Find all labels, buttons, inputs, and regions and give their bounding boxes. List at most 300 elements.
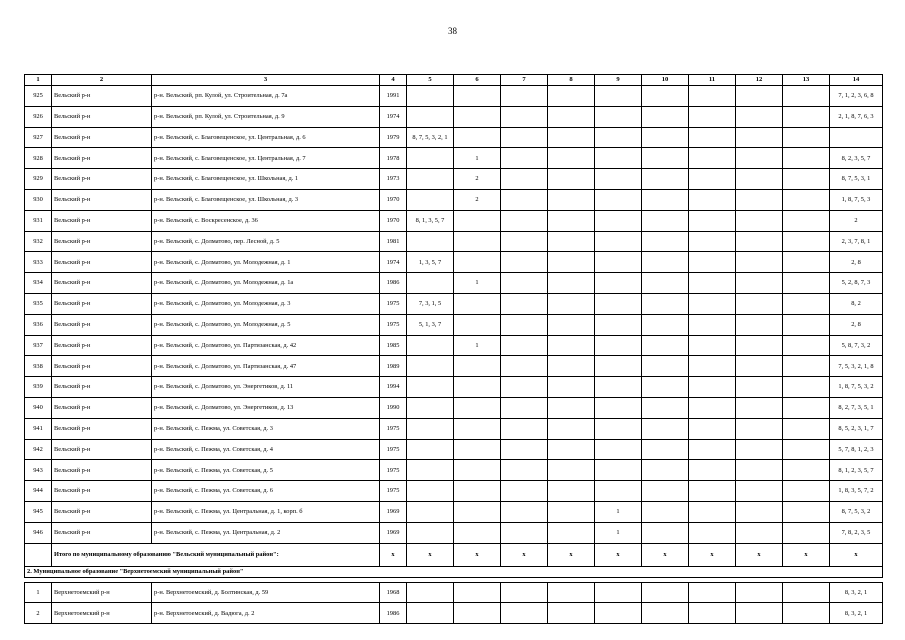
col9-cell [595,582,642,603]
district-cell: Вельский р-н [52,522,152,543]
col8-cell [548,356,595,377]
year-cell: 1990 [380,397,407,418]
col7-cell [501,314,548,335]
col9-cell [595,252,642,273]
total-value: x [595,543,642,566]
district-cell: Вельский р-н [52,169,152,190]
address-cell: р-н. Вельский, с. Воскресенское, д. 36 [152,210,380,231]
total-value: x [407,543,454,566]
col9-cell [595,273,642,294]
col13-cell [783,127,830,148]
col6-cell [454,481,501,502]
year-cell: 1975 [380,460,407,481]
col12-cell [736,603,783,624]
col14-cell: 2, 1, 8, 7, 6, 3 [830,106,883,127]
col5-cell [407,481,454,502]
col11-cell [689,460,736,481]
col5-cell [407,522,454,543]
col14-cell: 8, 5, 2, 3, 1, 7 [830,418,883,439]
row-number: 926 [25,106,52,127]
col10-cell [642,397,689,418]
col10-cell [642,273,689,294]
district-cell: Вельский р-н [52,439,152,460]
col13-cell [783,481,830,502]
col10-cell [642,169,689,190]
col7-cell [501,397,548,418]
address-cell: р-н. Вельский, с. Долматово, ул. Молодежная, д. 1 [152,252,380,273]
col7-cell [501,231,548,252]
col13-cell [783,169,830,190]
address-cell: р-н. Вельский, с. Пежма, ул. Советская, д. 3 [152,418,380,439]
col10-cell [642,377,689,398]
col11-cell [689,273,736,294]
header-cell: 13 [783,75,830,86]
row-number: 946 [25,522,52,543]
col7-cell [501,86,548,107]
col10-cell [642,127,689,148]
address-cell: р-н. Вельский, с. Пежма, ул. Центральная, д. 1, корп. б [152,501,380,522]
year-cell: 1975 [380,418,407,439]
address-cell: р-н. Вельский, с. Долматово, ул. Энергетиков, д. 13 [152,397,380,418]
address-cell: р-н. Вельский, с. Благовещенское, ул. Центральная, д. 6 [152,127,380,148]
col12-cell [736,189,783,210]
address-cell: р-н. Вельский, с. Долматово, пер. Лесной, д. 5 [152,231,380,252]
table-row [25,127,883,148]
row-number: 930 [25,189,52,210]
col14-cell: 8, 2, 7, 3, 5, 1 [830,397,883,418]
col5-cell [407,603,454,624]
col13-cell [783,377,830,398]
district-cell: Вельский р-н [52,418,152,439]
col6-cell: 1 [454,273,501,294]
col14-cell: 7, 5, 3, 2, 1, 8 [830,356,883,377]
col9-cell: 1 [595,501,642,522]
row-number: 931 [25,210,52,231]
col13-cell [783,314,830,335]
col13-cell [783,582,830,603]
table-row [25,148,883,169]
header-cell: 9 [595,75,642,86]
total-value: x [830,543,883,566]
col14-cell: 5, 7, 8, 1, 2, 3 [830,439,883,460]
col8-cell [548,460,595,481]
row-number: 934 [25,273,52,294]
col12-cell [736,439,783,460]
col9-cell [595,189,642,210]
col7-cell [501,169,548,190]
table-row [25,106,883,127]
col8-cell [548,252,595,273]
col12-cell [736,377,783,398]
col5-cell [407,189,454,210]
col6-cell [454,377,501,398]
year-cell: 1986 [380,273,407,294]
col9-cell: 1 [595,522,642,543]
header-cell: 8 [548,75,595,86]
col13-cell [783,252,830,273]
col10-cell [642,582,689,603]
col12-cell [736,501,783,522]
col14-cell: 1, 8, 7, 5, 3, 2 [830,377,883,398]
row-number: 937 [25,335,52,356]
col7-cell [501,293,548,314]
col8-cell [548,481,595,502]
col6-cell [454,460,501,481]
col14-cell: 8, 2 [830,293,883,314]
header-cell: 6 [454,75,501,86]
col11-cell [689,210,736,231]
district-cell: Вельский р-н [52,356,152,377]
col14-cell: 1, 8, 7, 5, 3 [830,189,883,210]
district-cell: Вельский р-н [52,335,152,356]
district-cell: Вельский р-н [52,273,152,294]
row-number: 936 [25,314,52,335]
year-cell: 1969 [380,501,407,522]
table-row [25,439,883,460]
header-cell: 14 [830,75,883,86]
col13-cell [783,86,830,107]
col11-cell [689,169,736,190]
col8-cell [548,418,595,439]
col14-cell: 2, 8 [830,252,883,273]
total-value: x [501,543,548,566]
total-value: x [689,543,736,566]
address-cell: р-н. Верхнетоемский, д. Болтинская, д. 59 [152,582,380,603]
col10-cell [642,252,689,273]
table-row [25,273,883,294]
col11-cell [689,603,736,624]
col13-cell [783,189,830,210]
total-label: Итого по муниципальному образованию "Вельский муниципальный район": [52,543,380,566]
header-cell: 5 [407,75,454,86]
row-number: 927 [25,127,52,148]
col11-cell [689,86,736,107]
col13-cell [783,501,830,522]
year-cell: 1975 [380,481,407,502]
district-cell: Вельский р-н [52,397,152,418]
col11-cell [689,397,736,418]
table-row [25,314,883,335]
col6-cell [454,127,501,148]
district-cell: Вельский р-н [52,252,152,273]
col13-cell [783,335,830,356]
col12-cell [736,106,783,127]
col9-cell [595,335,642,356]
page-number: 38 [448,26,457,36]
col13-cell [783,439,830,460]
col7-cell [501,106,548,127]
total-value: x [642,543,689,566]
col13-cell [783,418,830,439]
table-row [25,335,883,356]
year-cell: 1970 [380,210,407,231]
col12-cell [736,522,783,543]
table-row [25,522,883,543]
col14-cell: 7, 1, 2, 3, 6, 8 [830,86,883,107]
col7-cell [501,356,548,377]
col7-cell [501,189,548,210]
col14-cell: 2, 8 [830,314,883,335]
col5-cell [407,335,454,356]
address-cell: р-н. Вельский, с. Долматово, ул. Энергетиков, д. 11 [152,377,380,398]
col12-cell [736,397,783,418]
col5-cell [407,148,454,169]
header-cell: 4 [380,75,407,86]
table-row [25,252,883,273]
col6-cell [454,252,501,273]
col10-cell [642,189,689,210]
year-cell: 1970 [380,189,407,210]
total-value: x [783,543,830,566]
col13-cell [783,356,830,377]
col5-cell [407,356,454,377]
col12-cell [736,148,783,169]
district-cell: Вельский р-н [52,189,152,210]
col7-cell [501,481,548,502]
col6-cell: 1 [454,335,501,356]
col10-cell [642,356,689,377]
col8-cell [548,314,595,335]
col13-cell [783,522,830,543]
col11-cell [689,148,736,169]
col9-cell [595,148,642,169]
col11-cell [689,582,736,603]
col14-cell: 1, 8, 3, 5, 7, 2 [830,481,883,502]
col11-cell [689,189,736,210]
year-cell: 1981 [380,231,407,252]
col5-cell [407,439,454,460]
col11-cell [689,127,736,148]
col10-cell [642,210,689,231]
section-title: 2. Муниципальное образование "Верхнетоемский муниципальный район" [25,566,883,577]
col13-cell [783,106,830,127]
col13-cell [783,148,830,169]
buildings-table [24,74,883,624]
total-value: x [736,543,783,566]
col10-cell [642,481,689,502]
row-number: 925 [25,86,52,107]
row-number: 942 [25,439,52,460]
col8-cell [548,148,595,169]
header-cell: 12 [736,75,783,86]
col7-cell [501,273,548,294]
col5-cell [407,501,454,522]
col7-cell [501,418,548,439]
table-row [25,397,883,418]
col6-cell [454,501,501,522]
col9-cell [595,314,642,335]
header-cell: 11 [689,75,736,86]
col8-cell [548,106,595,127]
col9-cell [595,460,642,481]
row-number: 1 [25,582,52,603]
col12-cell [736,481,783,502]
address-cell: р-н. Вельский, с. Долматово, ул. Партизанская, д. 47 [152,356,380,377]
row-number: 944 [25,481,52,502]
col6-cell [454,582,501,603]
year-cell: 1975 [380,439,407,460]
col7-cell [501,148,548,169]
row-number: 938 [25,356,52,377]
col7-cell [501,460,548,481]
table-row [25,231,883,252]
col10-cell [642,439,689,460]
year-cell: 1968 [380,582,407,603]
col5-cell: 8, 7, 5, 3, 2, 1 [407,127,454,148]
row-number: 939 [25,377,52,398]
address-cell: р-н. Вельский, рп. Кулой, ул. Строительная, д. 7а [152,86,380,107]
col14-cell: 5, 2, 8, 7, 3 [830,273,883,294]
row-number: 2 [25,603,52,624]
col12-cell [736,169,783,190]
table-row [25,210,883,231]
total-empty-cell [25,543,52,566]
year-cell: 1989 [380,356,407,377]
table-row [25,169,883,190]
address-cell: р-н. Вельский, с. Долматово, ул. Молодежная, д. 5 [152,314,380,335]
district-cell: Вельский р-н [52,501,152,522]
year-cell: 1986 [380,603,407,624]
col7-cell [501,252,548,273]
row-number: 928 [25,148,52,169]
row-number: 941 [25,418,52,439]
header-row [25,75,883,86]
col12-cell [736,314,783,335]
year-cell: 1974 [380,106,407,127]
col8-cell [548,522,595,543]
district-cell: Вельский р-н [52,314,152,335]
district-cell: Вельский р-н [52,148,152,169]
district-cell: Вельский р-н [52,231,152,252]
col5-cell [407,377,454,398]
table-row [25,356,883,377]
col14-cell: 2, 3, 7, 8, 1 [830,231,883,252]
col12-cell [736,418,783,439]
col12-cell [736,252,783,273]
col5-cell [407,418,454,439]
col7-cell [501,582,548,603]
district-cell: Вельский р-н [52,106,152,127]
col11-cell [689,356,736,377]
col8-cell [548,293,595,314]
year-cell: 1978 [380,148,407,169]
district-cell: Вельский р-н [52,460,152,481]
col14-cell: 8, 1, 2, 3, 5, 7 [830,460,883,481]
address-cell: р-н. Вельский, с. Благовещенское, ул. Центральная, д. 7 [152,148,380,169]
table-row [25,418,883,439]
address-cell: р-н. Вельский, с. Долматово, ул. Молодежная, д. 1а [152,273,380,294]
col12-cell [736,231,783,252]
col12-cell [736,273,783,294]
col6-cell [454,418,501,439]
address-cell: р-н. Вельский, с. Пежма, ул. Советская, д. 5 [152,460,380,481]
col5-cell: 7, 3, 1, 5 [407,293,454,314]
col9-cell [595,293,642,314]
header-cell: 1 [25,75,52,86]
col9-cell [595,418,642,439]
col5-cell: 8, 1, 3, 5, 7 [407,210,454,231]
col6-cell [454,231,501,252]
col7-cell [501,377,548,398]
total-row [25,543,883,566]
col12-cell [736,210,783,231]
address-cell: р-н. Вельский, с. Благовещенское, ул. Школьная, д. 3 [152,189,380,210]
col12-cell [736,335,783,356]
district-cell: Вельский р-н [52,210,152,231]
col8-cell [548,377,595,398]
col8-cell [548,603,595,624]
row-number: 932 [25,231,52,252]
col7-cell [501,210,548,231]
table-row [25,481,883,502]
col12-cell [736,293,783,314]
header-cell: 10 [642,75,689,86]
table-row [25,86,883,107]
district-cell: Вельский р-н [52,86,152,107]
col9-cell [595,127,642,148]
row-number: 933 [25,252,52,273]
col6-cell [454,314,501,335]
district-cell: Вельский р-н [52,293,152,314]
col11-cell [689,106,736,127]
table-row [25,377,883,398]
col12-cell [736,356,783,377]
col13-cell [783,210,830,231]
col5-cell [407,106,454,127]
col11-cell [689,335,736,356]
col10-cell [642,86,689,107]
district-cell: Верхнетоемский р-н [52,582,152,603]
col9-cell [595,356,642,377]
col10-cell [642,418,689,439]
col7-cell [501,335,548,356]
col11-cell [689,377,736,398]
header-cell: 7 [501,75,548,86]
col6-cell: 1 [454,148,501,169]
year-cell: 1975 [380,293,407,314]
col8-cell [548,273,595,294]
year-cell: 1969 [380,522,407,543]
district-cell: Вельский р-н [52,377,152,398]
col11-cell [689,481,736,502]
col10-cell [642,231,689,252]
row-number: 929 [25,169,52,190]
address-cell: р-н. Вельский, рп. Кулой, ул. Строительная, д. 9 [152,106,380,127]
table-row [25,293,883,314]
col10-cell [642,603,689,624]
row-number: 945 [25,501,52,522]
col14-cell: 8, 2, 3, 5, 7 [830,148,883,169]
section-header-row [25,566,883,577]
col7-cell [501,603,548,624]
col10-cell [642,293,689,314]
col14-cell [830,127,883,148]
col9-cell [595,86,642,107]
total-value: x [548,543,595,566]
header-cell: 3 [152,75,380,86]
col5-cell: 1, 3, 5, 7 [407,252,454,273]
address-cell: р-н. Вельский, с. Пежма, ул. Советская, д. 6 [152,481,380,502]
table-row [25,460,883,481]
col7-cell [501,127,548,148]
col10-cell [642,314,689,335]
address-cell: р-н. Вельский, с. Долматово, ул. Партизанская, д. 42 [152,335,380,356]
col12-cell [736,582,783,603]
row-number: 935 [25,293,52,314]
district-cell: Вельский р-н [52,481,152,502]
table-row [25,582,883,603]
address-cell: р-н. Вельский, с. Пежма, ул. Советская, д. 4 [152,439,380,460]
